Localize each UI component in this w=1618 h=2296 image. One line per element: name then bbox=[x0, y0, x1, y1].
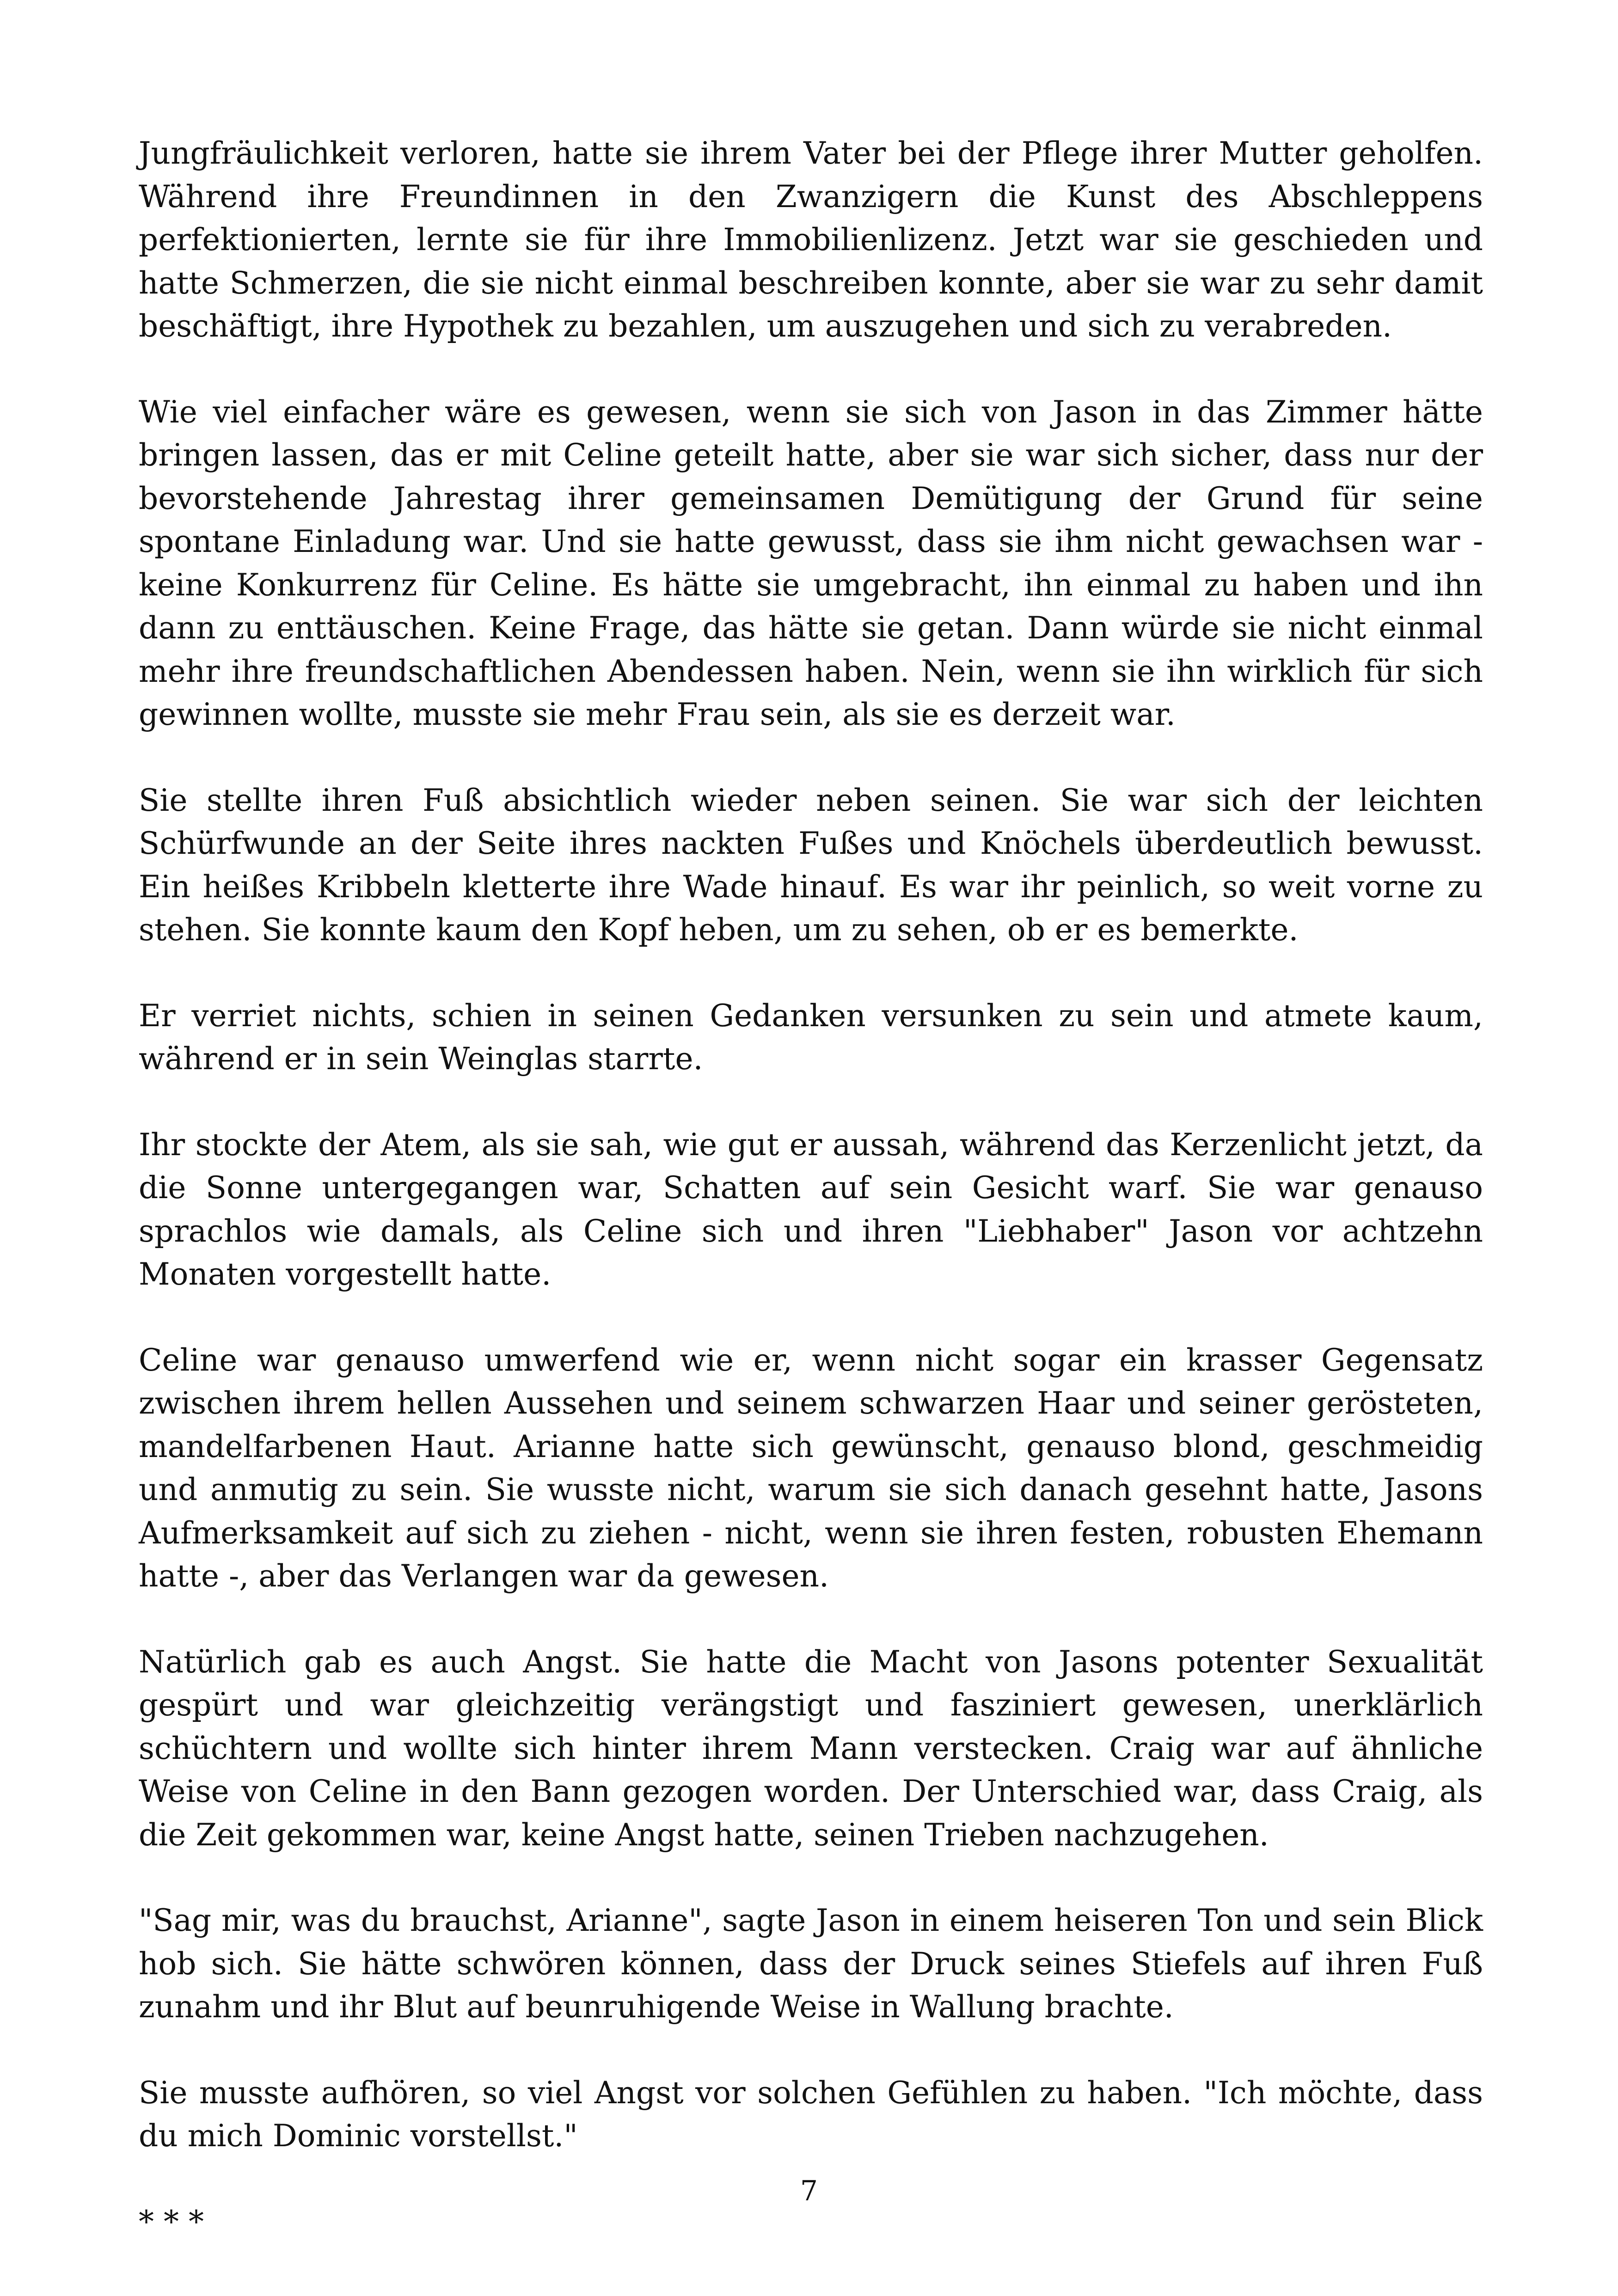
paragraph-7: Natürlich gab es auch Angst. Sie hatte die Macht von Jasons potenter Sexualität gespürt und war gleichzeitig verängstigt und fasziniert gewesen, unerklärlich schüchtern und wollte sich hinter ihrem Mann verstecken. Craig war auf ähnliche Weise von Celine in den Bann gezogen worden. Der Unterschied war, dass Craig, als die Zeit gekommen war, keine Angst hatte, seinen Trieben nachzugehen. bbox=[139, 1644, 1483, 1853]
paragraph-3: Sie stellte ihren Fuß absichtlich wieder neben seinen. Sie war sich der leichten Schürfwunde an der Seite ihres nackten Fußes und Knöchels überdeutlich bewusst. Ein heißes Kribbeln kletterte ihre Wade hinauf. Es war ihr peinlich, so weit vorne zu stehen. Sie konnte kaum den Kopf heben, um zu sehen, ob er es bemerkte. bbox=[139, 782, 1483, 948]
paragraph-9: Sie musste aufhören, so viel Angst vor solchen Gefühlen zu haben. "Ich möchte, dass du mich Dominic vorstellst." bbox=[139, 2075, 1483, 2154]
paragraph-4: Er verriet nichts, schien in seinen Gedanken versunken zu sein und atmete kaum, während er in sein Weinglas starrte. bbox=[139, 998, 1483, 1077]
paragraph-8: "Sag mir, was du brauchst, Arianne", sagte Jason in einem heiseren Ton und sein Blick hob sich. Sie hätte schwören können, dass der Druck seines Stiefels auf ihren Fuß zunahm und ihr Blut auf beunruhigende Weise in Wallung brachte. bbox=[139, 1903, 1483, 2025]
scene-separator: * * * bbox=[139, 2204, 204, 2240]
paragraph-2: Wie viel einfacher wäre es gewesen, wenn sie sich von Jason in das Zimmer hätte bringen lassen, das er mit Celine geteilt hatte, aber sie war sich sicher, dass nur der bevorstehende Jahrestag ihrer gemeinsamen Demütigung der Grund für seine spontane Einladung war. Und sie hatte gewusst, dass sie ihm nicht gewachsen war - keine Konkurrenz für Celine. Es hätte sie umgebracht, ihn einmal zu haben und ihn dann zu enttäuschen. Keine Frage, das hätte sie getan. Dann würde sie nicht einmal mehr ihre freundschaftlichen Abendessen haben. Nein, wenn sie ihn wirklich für sich gewinnen wollte, musste sie mehr Frau sein, als sie es derzeit war. bbox=[139, 394, 1483, 732]
paragraph-1: Jungfräulichkeit verloren, hatte sie ihrem Vater bei der Pflege ihrer Mutter geholfen. Während ihre Freundinnen in den Zwanzigern die Kunst des Abschleppens perfektionierten, lernte sie für ihre Immobilienlizenz. Jetzt war sie geschieden und hatte Schmerzen, die sie nicht einmal beschreiben konnte, aber sie war zu sehr damit beschäftigt, ihre Hypothek zu bezahlen, um auszugehen und sich zu verabreden. bbox=[139, 135, 1483, 344]
paragraph-6: Celine war genauso umwerfend wie er, wenn nicht sogar ein krasser Gegensatz zwischen ihrem hellen Aussehen und seinem schwarzen Haar und seiner gerösteten, mandelfarbenen Haut. Arianne hatte sich gewünscht, genauso blond, geschmeidig und anmutig zu sein. Sie wusste nicht, warum sie sich danach gesehnt hatte, Jasons Aufmerksamkeit auf sich zu ziehen - nicht, wenn sie ihren festen, robusten Ehemann hatte -, aber das Verlangen war da gewesen. bbox=[139, 1342, 1483, 1594]
paragraph-5: Ihr stockte der Atem, als sie sah, wie gut er aussah, während das Kerzenlicht jetzt, da die Sonne untergegangen war, Schatten auf sein Gesicht warf. Sie war genauso sprachlos wie damals, als Celine sich und ihren "Liebhaber" Jason vor achtzehn Monaten vorgestellt hatte. bbox=[139, 1127, 1483, 1292]
body-text bbox=[139, 132, 1483, 2243]
page-number: 7 bbox=[800, 2175, 818, 2207]
